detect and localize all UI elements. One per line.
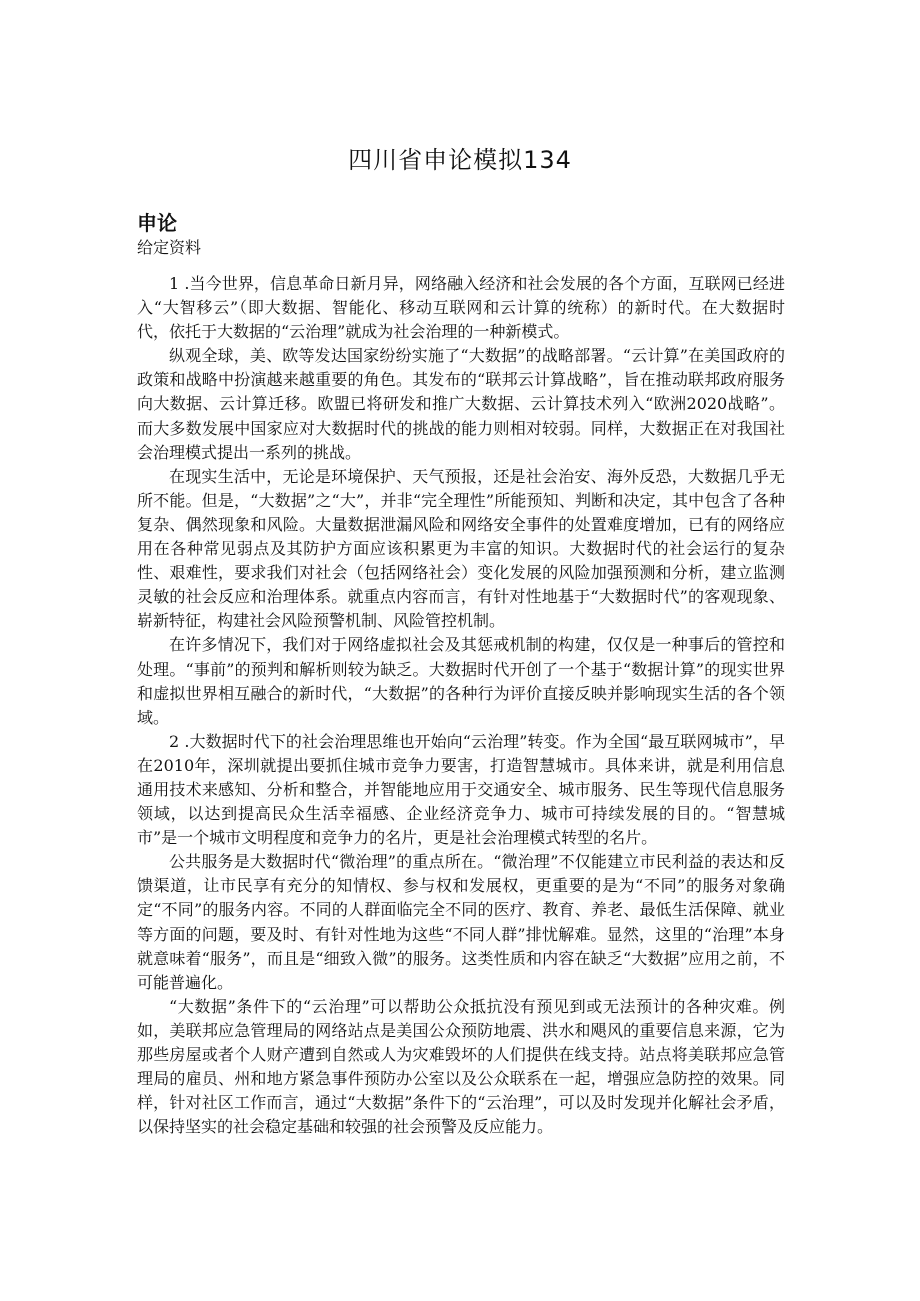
paragraph-3: 在现实生活中，无论是环境保护、天气预报，还是社会治安、海外反恐，大数据几乎无所不能。但是，“大数据”之“大”，并非“完全理性”所能预知、判断和决定，其中包含了各种复杂、偶然现象和风险。大量数据泄漏风险和网络安全事件的处置难度增加，已有的网络应用在各种常见弱点及其防护方面应该积累更为丰富的知识。大数据时代的社会运行的复杂性、艰难性，要求我们对社会（包括网络社会）变化发展的风险加强预测和分析，建立监测灵敏的社会反应和治理体系。就重点内容而言，有针对性地基于“大数据时代”的客观现象、崭新特征，构建社会风险预警机制、风险管控机制。 xyxy=(137,466,785,631)
paragraph-4: 在许多情况下，我们对于网络虚拟社会及其惩戒机制的构建，仅仅是一种事后的管控和处理。“事前”的预判和解析则较为缺乏。大数据时代开创了一个基于“数据计算”的现实世界和虚拟世界相互融合的新时代，“大数据”的各种行为评价直接反映并影响现实生活的各个领域。 xyxy=(137,635,785,727)
document-body xyxy=(137,272,785,1139)
paragraph-1: 1 .当今世界，信息革命日新月异，网络融入经济和社会发展的各个方面，互联网已经进入“大智移云”（即大数据、智能化、移动互联网和云计算的统称）的新时代。在大数据时代，依托于大数据的“云治理”就成为社会治理的一种新模式。 xyxy=(137,274,785,342)
paragraph-2: 纵观全球，美、欧等发达国家纷纷实施了“大数据”的战略部署。“云计算”在美国政府的政策和战略中扮演越来越重要的角色。其发布的“联邦云计算战略”，旨在推动联邦政府服务向大数据、云计算迁移。欧盟已将研发和推广大数据、云计算技术列入“欧洲2020战略”。而大多数发展中国家应对大数据时代的挑战的能力则相对较弱。同样，大数据正在对我国社会治理模式提出一系列的挑战。 xyxy=(137,346,785,462)
paragraph-7: “大数据”条件下的“云治理”可以帮助公众抵抗没有预见到或无法预计的各种灾难。例如，美联邦应急管理局的网络站点是美国公众预防地震、洪水和飓风的重要信息来源，它为那些房屋或者个人财产遭到自然或人为灾难毁坏的人们提供在线支持。站点将美联邦应急管理局的雇员、州和地方紧急事件预防办公室以及公众联系在一起，增强应急防控的效果。同样，针对社区工作而言，通过“大数据”条件下的“云治理”，可以及时发现并化解社会矛盾，以保持坚实的社会稳定基础和较强的社会预警及反应能力。 xyxy=(137,996,785,1137)
paragraph-5: 2 .大数据时代下的社会治理思维也开始向“云治理”转变。作为全国“最互联网城市”，早在2010年，深圳就提出要抓住城市竞争力要害，打造智慧城市。具体来讲，就是利用信息通用技术来感知、分析和整合，并智能地应用于交通安全、城市服务、民生等现代信息服务领域，以达到提高民众生活幸福感、企业经济竞争力、城市可持续发展的目的。“智慧城市”是一个城市文明程度和竞争力的名片，更是社会治理模式转型的名片。 xyxy=(137,731,785,848)
document-title: 四川省申论模拟134 xyxy=(348,146,572,174)
subsection-heading: 给定资料 xyxy=(137,238,202,257)
section-heading: 申论 xyxy=(137,211,177,235)
paragraph-6: 公共服务是大数据时代“微治理”的重点所在。“微治理”不仅能建立市民利益的表达和反馈渠道，让市民享有充分的知情权、参与权和发展权，更重要的是为“不同”的服务对象确定“不同”的服务内容。不同的人群面临完全不同的医疗、教育、养老、最低生活保障、就业等方面的问题，要及时、有针对性地为这些“不同人群”排忧解难。显然，这里的“治理”本身就意味着“服务”，而且是“细致入微”的服务。这类性质和内容在缺乏“大数据”应用之前，不可能普遍化。 xyxy=(137,852,785,992)
